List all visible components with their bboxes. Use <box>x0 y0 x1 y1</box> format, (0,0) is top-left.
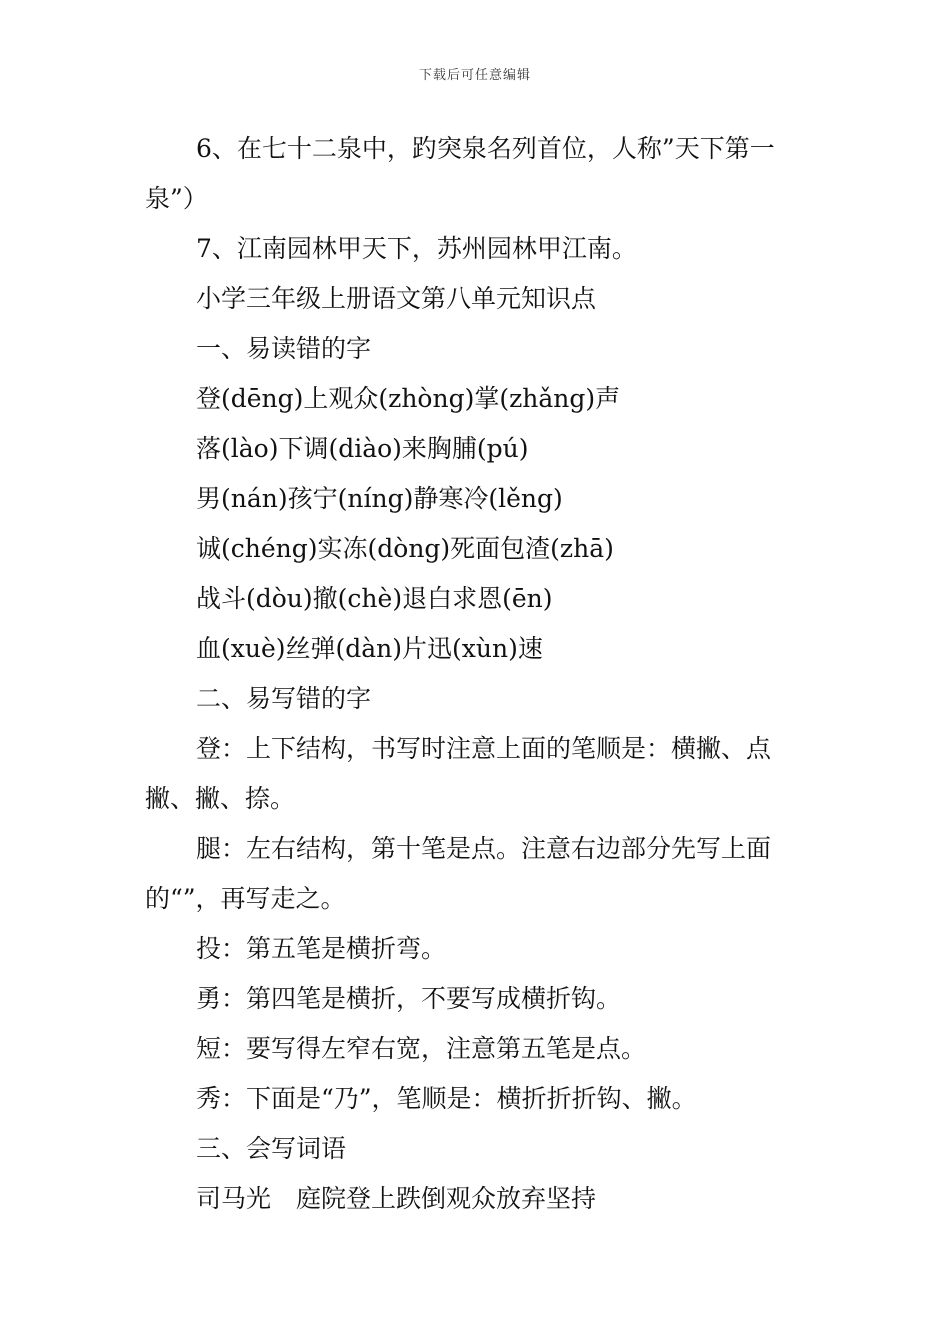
paragraph-item-6: 6、在七十二泉中，趵突泉名列首位，人称”天下第一泉”） <box>145 134 775 213</box>
page-header: 下载后可任意编辑 <box>418 68 531 83</box>
pinyin-line: 诚(chéng)实冻(dòng)死面包渣(zhā) <box>196 534 614 563</box>
writing-note: 腿：左右结构，第十笔是点。注意右边部分先写上面的“”，再写走之。 <box>145 834 772 913</box>
pinyin-line: 男(nán)孩宁(níng)静寒冷(lěng) <box>196 484 563 513</box>
document-body <box>145 124 810 1224</box>
writing-note: 勇：第四笔是横折，不要写成横折钩。 <box>196 984 622 1013</box>
pinyin-line: 血(xuè)丝弹(dàn)片迅(xùn)速 <box>196 634 543 663</box>
pinyin-line: 战斗(dòu)撤(chè)退白求恩(ēn) <box>196 584 553 613</box>
vocabulary-line: 司马光 庭院登上跌倒观众放弃坚持 <box>196 1184 597 1213</box>
writing-note: 投：第五笔是横折弯。 <box>196 934 447 963</box>
writing-note: 秀：下面是“乃”，笔顺是：横折折折钩、撇。 <box>196 1084 697 1113</box>
writing-note: 登：上下结构，书写时注意上面的笔顺是：横撇、点撇、撇、捺。 <box>145 734 772 813</box>
section-title: 小学三年级上册语文第八单元知识点 <box>196 284 597 313</box>
pinyin-line: 登(dēng)上观众(zhòng)掌(zhǎng)声 <box>196 384 621 413</box>
pinyin-line: 落(lào)下调(diào)来胸脯(pú) <box>196 434 529 463</box>
subsection-heading-3: 三、会写词语 <box>196 1134 347 1163</box>
subsection-heading-1: 一、易读错的字 <box>196 334 372 363</box>
subsection-heading-2: 二、易写错的字 <box>196 684 372 713</box>
writing-note: 短：要写得左窄右宽，注意第五笔是点。 <box>196 1034 647 1063</box>
paragraph-item-7: 7、江南园林甲天下，苏州园林甲江南。 <box>196 234 637 263</box>
